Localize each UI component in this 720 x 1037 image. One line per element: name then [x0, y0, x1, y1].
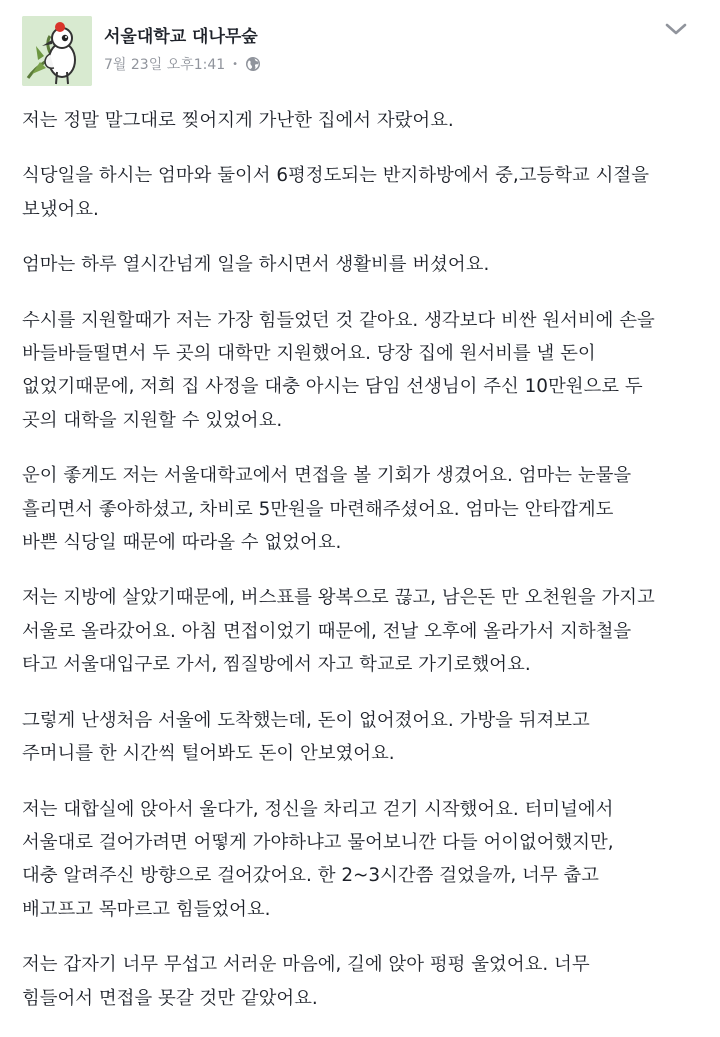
page-avatar[interactable]	[22, 16, 92, 86]
post-meta	[104, 54, 261, 74]
chevron-down-icon[interactable]	[662, 18, 690, 40]
post-paragraph: 식당일을 하시는 엄마와 둘이서 6평정도되는 반지하방에서 중,고등학교 시절을 보냈어요.	[22, 165, 649, 220]
globe-icon[interactable]	[245, 56, 261, 72]
post-paragraph: 엄마는 하루 열시간넘게 일을 하시면서 생활비를 버셨어요.	[22, 254, 490, 276]
post-paragraph: 운이 좋게도 저는 서울대학교에서 면접을 볼 기회가 생겼어요. 엄마는 눈물을 흘리면서 좋아하셨고, 차비로 5만원을 마련해주셨어요. 엄마는 안타깝게도 바쁜 식당일 때문에 따라올 수 없었어요.	[22, 465, 632, 554]
post-header	[22, 16, 698, 86]
post-body	[22, 104, 712, 1037]
post-timestamp[interactable]: 7월 23일 오후1:41	[104, 57, 226, 73]
meta-separator: •	[232, 58, 239, 70]
post-paragraph: 저는 갑자기 너무 무섭고 서러운 마음에, 길에 앉아 펑펑 울었어요. 너무 힘들어서 면접을 못갈 것만 같았어요.	[22, 954, 590, 1009]
page-name-link[interactable]: 서울대학교 대나무숲	[104, 27, 258, 47]
post-paragraph: 저는 대합실에 앉아서 울다가, 정신을 차리고 걷기 시작했어요. 터미널에서 서울대로 걸어가려면 어떻게 가야하냐고 물어보니깐 다들 어이없어했지만, 대충 알려주신 방향으로 걸어갔어요. 한 2~3시간쯤 걸었을까, 너무 춥고 배고프고 목마르고 힘들었어요.	[22, 798, 614, 920]
post-paragraph: 그렇게 난생처음 서울에 도착했는데, 돈이 없어졌어요. 가방을 뒤져보고 주머니를 한 시간씩 털어봐도 돈이 안보였어요.	[22, 709, 590, 765]
post-paragraph: 저는 지방에 살았기때문에, 버스표를 왕복으로 끊고, 남은돈 만 오천원을 가지고 서울로 올라갔어요. 아침 면접이었기 때문에, 전날 오후에 올라가서 지하철을 타고 서울대입구로 가서, 찜질방에서 자고 학교로 가기로했어요.	[22, 587, 655, 676]
post-paragraph: 저는 정말 말그대로 찢어지게 가난한 집에서 자랐어요.	[22, 110, 454, 131]
crane-mascot-avatar	[22, 16, 92, 86]
post-paragraph: 수시를 지원할때가 저는 가장 힘들었던 것 같아요. 생각보다 비싼 원서비에 손을 바들바들떨면서 두 곳의 대학만 지원했어요. 당장 집에 원서비를 낼 돈이 없었기때문에, 저희 집 사정을 대충 아시는 담임 선생님이 주신 10만원으로 두 곳의 대학을 지원할 수 있었어요.	[22, 309, 655, 431]
